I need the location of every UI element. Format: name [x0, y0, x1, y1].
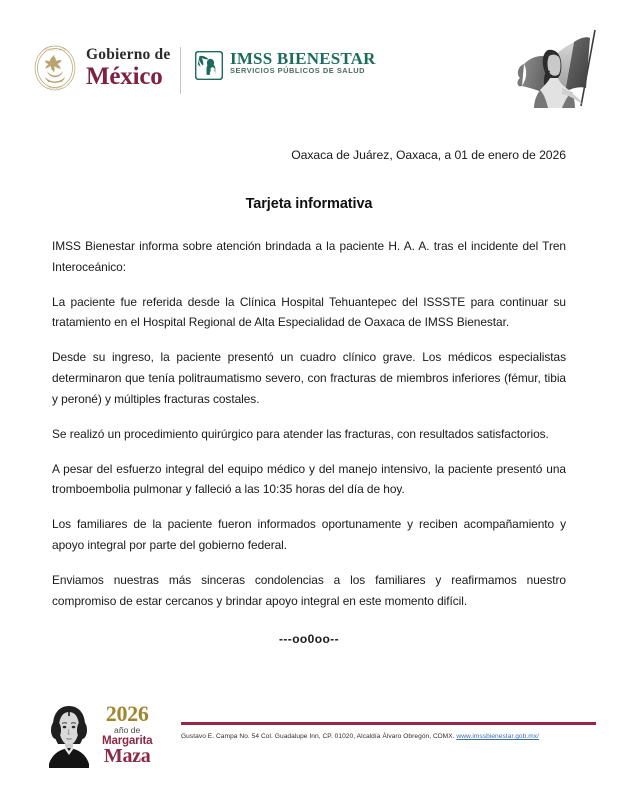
document-header — [0, 0, 618, 122]
imss-wordmark — [230, 50, 376, 74]
footer-contact-block — [181, 722, 596, 742]
paragraph-3: Desde su ingreso, la paciente presentó un cuadro clínico grave. Los médicos especialistas determinaron que tenía politraumatismo severo, con fracturas de miembros inferiores (fémur, tibia y peroné) y múltiples fracturas costales. — [52, 350, 566, 406]
commemorative-name-line2: Maza — [103, 745, 151, 767]
paragraph-5: A pesar del esfuerzo integral del equipo médico y del manejo intensivo, la paciente presentó una tromboembolia pulmonar y falleció a las 10:35 horas del día de hoy. — [52, 461, 566, 497]
gobierno-de-mexico-logo — [33, 44, 170, 92]
imss-subtitle: SERVICIOS PÚBLICOS DE SALUD — [230, 66, 366, 75]
document-body — [52, 148, 566, 646]
page-title: Tarjeta informativa — [245, 196, 373, 212]
footer-rule — [181, 722, 596, 725]
footer-address — [181, 733, 596, 742]
mexican-coat-of-arms-seal-icon — [33, 44, 77, 92]
paragraph-2: La paciente fue referida desde la Clínica Hospital Tehuantepec del ISSSTE para continuar su tratamiento en el Hospital Regional de Alta Especialidad de Oaxaca de IMSS Bienestar. — [52, 294, 566, 330]
gobierno-line1: Gobierno de — [86, 46, 171, 64]
paragraph-4: Se realizó un procedimiento quirúrgico para atender las fracturas, con resultados satisfactorios. — [52, 426, 549, 441]
paragraph-1: IMSS Bienestar informa sobre atención brindada a la paciente H. A. A. tras el incidente del Tren Interoceánico: — [52, 239, 566, 274]
commemorative-wordmark — [102, 700, 153, 768]
footer-address-text: Gustavo E. Campa No. 54 Col. Guadalupe Inn, CP. 01020, Alcaldía Álvaro Obregón, CDMX. — [181, 733, 457, 740]
soldadera-with-mexican-flag-illustration-icon — [502, 26, 610, 110]
closing-ornament: ---oo0oo-- — [279, 631, 339, 646]
svg-text:MEXICANOS: MEXICANOS — [47, 87, 63, 90]
header-divider — [180, 47, 181, 94]
margarita-maza-portrait-icon — [42, 702, 96, 768]
gobierno-wordmark — [86, 47, 170, 89]
margarita-maza-commemorative-logo — [42, 702, 152, 768]
commemorative-ano-de: año de — [114, 724, 141, 735]
dateline: Oaxaca de Juárez, Oaxaca, a 01 de enero de 2026 — [291, 148, 566, 162]
imss-eagle-mother-child-icon — [195, 51, 223, 80]
commemorative-year: 2026 — [105, 700, 149, 726]
imss-bienestar-logo — [195, 50, 376, 80]
paragraph-6: Los familiares de la paciente fueron informados oportunamente y reciben acompañamiento y apoyo integral por parte del gobierno federal. — [52, 517, 566, 553]
document-footer — [0, 690, 618, 800]
gobierno-line2: México — [86, 62, 163, 90]
imss-name: IMSS BIENESTAR — [230, 49, 376, 68]
svg-text:ESTADOS UNIDOS: ESTADOS UNIDOS — [44, 48, 66, 52]
footer-website-link[interactable]: www.imssbienestar.gob.mx/ — [456, 733, 540, 740]
paragraph-7: Enviamos nuestras más sinceras condolencias a los familiares y reafirmamos nuestro compromiso de estar cercanos y brindar apoyo integral en este momento difícil. — [52, 572, 566, 608]
commemorative-name-line1: Margarita — [102, 734, 153, 748]
